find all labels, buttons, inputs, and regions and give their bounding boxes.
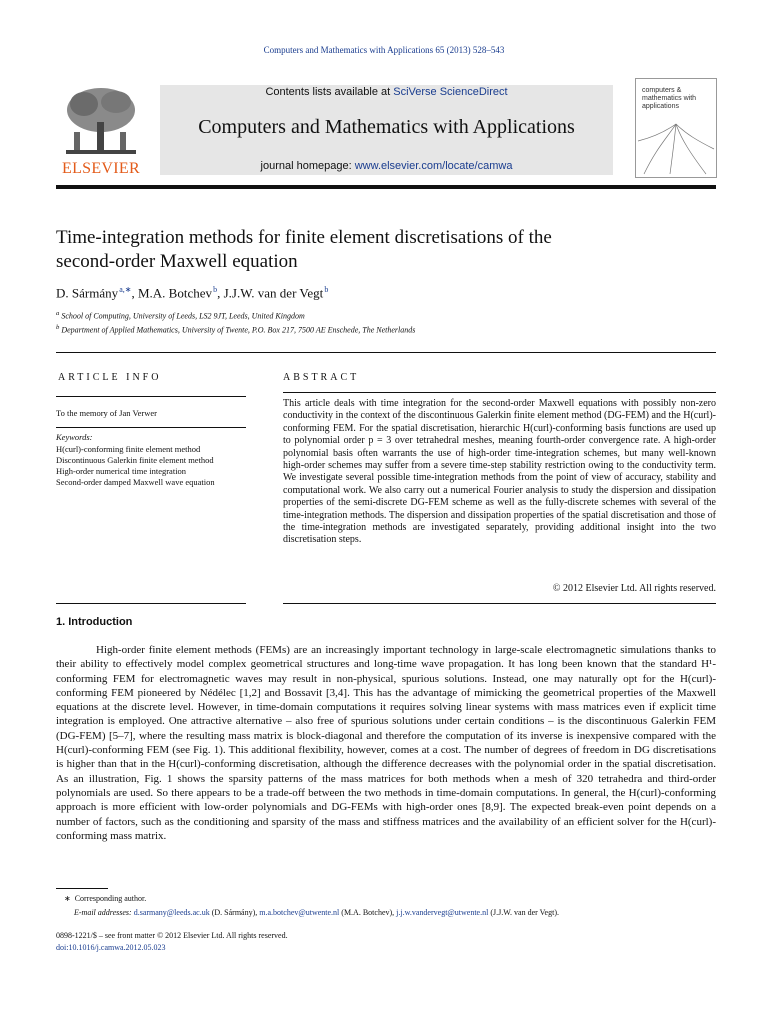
author-name: D. Sármány — [56, 285, 119, 301]
email-owner: (D. Sármány), — [211, 908, 258, 917]
affiliation-mark: a — [56, 310, 60, 317]
header-rule — [56, 185, 716, 189]
affiliation — [56, 324, 415, 335]
abstract-text: This article deals with time integration for the second-order Maxwell equations with possibly non-zero conductivity in the context of the discontinuous Galerkin finite element method (DG-FEM) and the H(curl)-conforming FEM. For the spatial discretisation, hierarchic H(curl)-conforming basis functions are used up to polynomial order p = 3 over tetrahedral meshes, meaning fourth-order convergence rate. A high-order polynomial basis often warrants the use of high-order time-integration schemes, but many well-known high-order schemes may suffer from a severe time-step stability restriction owing to the conductivity term. We investigate several possible time-integration methods from the point of view of accuracy, stability and computational work. We also carry out a numerical Fourier analysis to study the dispersion and dissipation properties of the semi-discrete DG-FEM scheme as well as the fully-discrete schemes with several of the time-integration methods. The dispersion and dissipation properties of the spatial discretisation and those of the time-integration methods are investigated separately, providing additional insight into the two discretisation steps. — [283, 398, 716, 546]
affiliation-text: Department of Applied Mathematics, University of Twente, P.O. Box 217, 7500 AE Enschede, The Netherlands — [61, 325, 416, 335]
email-link[interactable]: m.a.botchev@utwente.nl — [259, 908, 340, 917]
dedication: To the memory of Jan Verwer — [56, 408, 157, 418]
keyword: Second-order damped Maxwell wave equation — [56, 477, 215, 487]
article-info-heading: ARTICLE INFO — [58, 372, 162, 383]
issn-line: 0898-1221/$ – see front matter © 2012 Elsevier Ltd. All rights reserved. — [56, 931, 288, 940]
contents-prefix: Contents lists available at — [265, 86, 394, 98]
journal-reference[interactable]: Computers and Mathematics with Applications 65 (2013) 528–543 — [263, 45, 505, 55]
author-name: M.A. Botchev — [137, 285, 212, 301]
author-affil-mark[interactable]: b — [324, 285, 329, 294]
journal-title: Computers and Mathematics with Applications — [198, 116, 575, 138]
title-line-1: Time-integration methods for finite element discretisations of the — [56, 227, 552, 248]
keyword: H(curl)-conforming finite element method — [56, 444, 201, 454]
email-owner: (J.J.W. van der Vegt). — [490, 908, 559, 917]
author-affil-mark[interactable]: b — [213, 285, 218, 294]
affiliation-mark: b — [56, 324, 60, 331]
homepage-line — [160, 160, 613, 172]
keyword: High-order numerical time integration — [56, 466, 187, 476]
title-line-2: second-order Maxwell equation — [56, 251, 298, 272]
email-label: E-mail addresses: — [74, 908, 132, 917]
affiliation — [56, 310, 305, 321]
email-owner: (M.A. Botchev), — [341, 908, 395, 917]
copyright-notice: © 2012 Elsevier Ltd. All rights reserved. — [552, 583, 716, 594]
abstract-heading: ABSTRACT — [283, 372, 360, 383]
publisher-wordmark: ELSEVIER — [62, 160, 140, 177]
paper-title — [56, 226, 716, 274]
article-info-rule — [56, 427, 246, 428]
contents-line — [160, 86, 613, 98]
homepage-link[interactable]: www.elsevier.com/locate/camwa — [354, 160, 513, 172]
corresponding-label: Corresponding author. — [74, 894, 147, 903]
footnote-rule — [56, 888, 108, 889]
abstract-rule — [283, 603, 716, 604]
email-addresses — [74, 908, 559, 917]
section-rule — [56, 352, 716, 353]
footnote-star: ∗ — [64, 894, 71, 903]
introduction-paragraph: High-order finite element methods (FEMs) are an increasingly important technology in large-scale electromagnetic simulations thanks to their ability to effectively model complex geometrical structures and long-time wave propagation. It has long been known that the standard H¹-conforming FEM for electromagnetic waves may result in non-physical, spurious solutions. Instead, one may naturally opt for the H(curl)-conforming FEM pioneered by Nédélec [1,2] and Bossavit [3,4]. This has the advantage of mimicking the geometrical properties of the Maxwell equations at the discrete level. However, in time-domain computations it requires solving linear systems with mass matrices even if explicit time integration is employed. One attractive alternative – also free of spurious solutions under certain conditions – is the discontinuous Galerkin FEM (DG-FEM) [5–7], where the resulting mass matrix is block-diagonal and therefore the computation of its inverse is inexpensive compared with the H(curl)-conforming FEM (see Fig. 1). This additional flexibility, however, comes at a cost. The number of degrees of freedom in DG discretisations is higher than that in the H(curl)-conforming discretisation, although the difference decreases with the polynomial order in the spatial discretisation. As an illustration, Fig. 1 shows the sparsity patterns of the mass matrices for both methods when a mesh of 320 tetrahedra and third-order polynomials are used. So there appears to be a trade-off between the two methods in time-domain computations. In general, the H(curl)-conforming approach is more efficient with low-order polynomials and DG-FEMs with high-order ones [8,9]. The expected break-even point depends on a number of factors, such as the conditioning and sparsity of the mass and stiffness matrices and the availability of an efficient solver for the H(curl)-conforming mass matrix. — [56, 644, 716, 842]
doi-link[interactable]: doi:10.1016/j.camwa.2012.05.023 — [56, 943, 166, 952]
author-name: J.J.W. van der Vegt — [223, 285, 324, 301]
corresponding-author-note — [64, 894, 146, 903]
keywords-list — [56, 444, 246, 488]
keyword: Discontinuous Galerkin finite element method — [56, 455, 214, 465]
section-heading-introduction: 1. Introduction — [56, 616, 133, 628]
author-affil-mark[interactable]: a,∗ — [119, 285, 132, 294]
email-link[interactable]: j.j.w.vandervegt@utwente.nl — [396, 908, 489, 917]
article-info-rule — [56, 603, 246, 604]
sciencedirect-link[interactable]: SciVerse ScienceDirect — [393, 86, 508, 98]
author-list: D. Sármány $^{a,∗}$, M.A. Botchev $^b$, J.J.W. van der Vegt $^b$ — [56, 285, 329, 301]
homepage-prefix: journal homepage: — [260, 160, 355, 172]
journal-cover-image — [635, 78, 717, 178]
email-link[interactable]: d.sarmany@leeds.ac.uk — [133, 908, 210, 917]
article-info-rule — [56, 396, 246, 397]
abstract-rule — [283, 392, 716, 393]
affiliation-text: School of Computing, University of Leeds, LS2 9JT, Leeds, United Kingdom — [61, 311, 305, 321]
cover-title: computers & mathematics with applications — [642, 87, 697, 110]
keywords-label: Keywords: — [56, 432, 93, 442]
